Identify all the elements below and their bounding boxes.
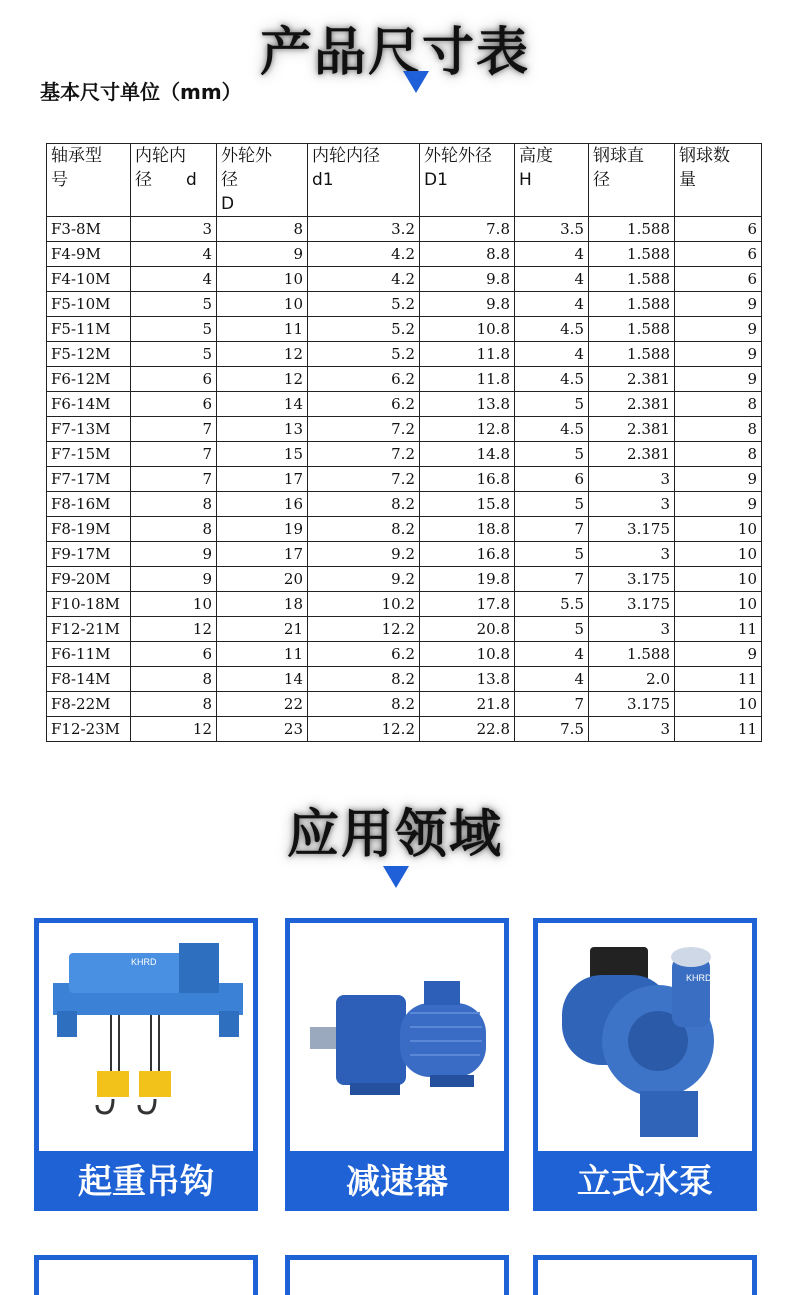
value-cell: 9 — [675, 342, 762, 367]
value-cell: 9 — [675, 467, 762, 492]
value-cell: 10 — [131, 592, 217, 617]
value-cell: 14 — [217, 392, 308, 417]
value-cell: 2.381 — [589, 442, 675, 467]
value-cell: 12 — [131, 617, 217, 642]
value-cell: 5 — [131, 317, 217, 342]
value-cell: 8 — [131, 667, 217, 692]
model-cell: F5-10M — [47, 292, 131, 317]
value-cell: 6 — [131, 367, 217, 392]
table-row — [47, 392, 762, 417]
model-cell: F9-20M — [47, 567, 131, 592]
application-card-reducer — [285, 918, 509, 1211]
value-cell: 9.8 — [420, 267, 515, 292]
value-cell: 16.8 — [420, 467, 515, 492]
table-row — [47, 267, 762, 292]
table-row — [47, 542, 762, 567]
column-header-line: 量 — [679, 170, 696, 190]
value-cell: 9 — [675, 492, 762, 517]
value-cell: 5 — [515, 392, 589, 417]
value-cell: 1.588 — [589, 267, 675, 292]
column-header-line: 钢球直 — [593, 146, 644, 166]
value-cell: 17 — [217, 542, 308, 567]
table-row — [47, 717, 762, 742]
value-cell: 8 — [131, 517, 217, 542]
value-cell: 8.2 — [308, 692, 420, 717]
value-cell: 2.0 — [589, 667, 675, 692]
value-cell: 18.8 — [420, 517, 515, 542]
value-cell: 4.5 — [515, 367, 589, 392]
value-cell: 5.2 — [308, 317, 420, 342]
value-cell: 4.2 — [308, 267, 420, 292]
value-cell: 21 — [217, 617, 308, 642]
value-cell: 5 — [515, 617, 589, 642]
value-cell: 7.2 — [308, 417, 420, 442]
table-row — [47, 292, 762, 317]
application-label: 起重吊钩 — [78, 1162, 214, 1202]
table-row — [47, 567, 762, 592]
table-body — [47, 217, 762, 742]
value-cell: 8.2 — [308, 667, 420, 692]
value-cell: 20 — [217, 567, 308, 592]
column-header-line: 内轮内 — [135, 146, 186, 166]
value-cell: 17 — [217, 467, 308, 492]
column-header — [675, 144, 762, 217]
value-cell: 13 — [217, 417, 308, 442]
model-cell: F9-17M — [47, 542, 131, 567]
model-cell: F8-19M — [47, 517, 131, 542]
value-cell: 8 — [675, 417, 762, 442]
value-cell: 10 — [675, 567, 762, 592]
value-cell: 1.588 — [589, 317, 675, 342]
value-cell: 6 — [131, 392, 217, 417]
value-cell: 6 — [675, 242, 762, 267]
value-cell: 18 — [217, 592, 308, 617]
value-cell: 7 — [515, 517, 589, 542]
value-cell: 10.2 — [308, 592, 420, 617]
value-cell: 8 — [675, 392, 762, 417]
table-row — [47, 492, 762, 517]
value-cell: 20.8 — [420, 617, 515, 642]
value-cell: 11.8 — [420, 367, 515, 392]
value-cell: 4 — [515, 342, 589, 367]
column-header — [589, 144, 675, 217]
value-cell: 7 — [515, 567, 589, 592]
table-row — [47, 592, 762, 617]
value-cell: 9 — [675, 292, 762, 317]
value-cell: 12 — [131, 717, 217, 742]
column-header — [420, 144, 515, 217]
value-cell: 4.5 — [515, 417, 589, 442]
value-cell: 9.2 — [308, 542, 420, 567]
value-cell: 3 — [589, 717, 675, 742]
value-cell: 6 — [675, 267, 762, 292]
model-cell: F6-12M — [47, 367, 131, 392]
value-cell: 4 — [515, 242, 589, 267]
table-header-row — [47, 144, 762, 217]
value-cell: 4 — [131, 267, 217, 292]
value-cell: 1.588 — [589, 217, 675, 242]
application-card-pump — [533, 918, 757, 1211]
value-cell: 4 — [515, 642, 589, 667]
water-pump-image — [538, 923, 752, 1151]
value-cell: 8.2 — [308, 517, 420, 542]
value-cell: 6.2 — [308, 392, 420, 417]
value-cell: 8 — [131, 492, 217, 517]
value-cell: 9 — [675, 317, 762, 342]
model-cell: F5-12M — [47, 342, 131, 367]
column-header-line: 钢球数 — [679, 146, 730, 166]
value-cell: 4.5 — [515, 317, 589, 342]
value-cell: 21.8 — [420, 692, 515, 717]
value-cell: 4 — [515, 667, 589, 692]
application-card-hoist — [34, 918, 258, 1211]
value-cell: 5 — [515, 442, 589, 467]
column-header-line: 高度 — [519, 146, 553, 166]
value-cell: 6.2 — [308, 642, 420, 667]
column-header — [515, 144, 589, 217]
table-row — [47, 642, 762, 667]
table-row — [47, 692, 762, 717]
value-cell: 4 — [131, 242, 217, 267]
value-cell: 7.2 — [308, 442, 420, 467]
value-cell: 3 — [589, 467, 675, 492]
value-cell: 3.5 — [515, 217, 589, 242]
value-cell: 8.2 — [308, 492, 420, 517]
column-header-line: D1 — [424, 170, 448, 190]
value-cell: 23 — [217, 717, 308, 742]
value-cell: 5 — [515, 542, 589, 567]
value-cell: 9 — [217, 242, 308, 267]
column-header — [47, 144, 131, 217]
model-cell: F5-11M — [47, 317, 131, 342]
column-header-line: 径 d — [135, 170, 197, 190]
value-cell: 9 — [131, 567, 217, 592]
table-row — [47, 217, 762, 242]
value-cell: 2.381 — [589, 367, 675, 392]
value-cell: 10.8 — [420, 317, 515, 342]
value-cell: 19.8 — [420, 567, 515, 592]
column-header-line: 外轮外 — [221, 146, 272, 166]
value-cell: 7 — [515, 692, 589, 717]
value-cell: 4 — [515, 292, 589, 317]
value-cell: 3 — [131, 217, 217, 242]
down-arrow-icon — [383, 866, 409, 888]
value-cell: 16 — [217, 492, 308, 517]
value-cell: 8.8 — [420, 242, 515, 267]
value-cell: 6 — [131, 642, 217, 667]
value-cell: 7.5 — [515, 717, 589, 742]
value-cell: 8 — [131, 692, 217, 717]
value-cell: 10 — [217, 292, 308, 317]
unit-label: 基本尺寸单位（mm） — [40, 80, 242, 104]
value-cell: 15 — [217, 442, 308, 467]
value-cell: 10 — [217, 267, 308, 292]
column-header-line: 轴承型 — [51, 146, 102, 166]
column-header — [131, 144, 217, 217]
size-table-title: 产品尺寸表 — [259, 23, 530, 83]
value-cell: 14 — [217, 667, 308, 692]
value-cell: 6 — [515, 467, 589, 492]
value-cell: 10 — [675, 542, 762, 567]
model-cell: F3-8M — [47, 217, 131, 242]
value-cell: 3.175 — [589, 517, 675, 542]
table-row — [47, 367, 762, 392]
model-cell: F12-23M — [47, 717, 131, 742]
model-cell: F4-10M — [47, 267, 131, 292]
column-header-line: 径 — [221, 170, 238, 190]
value-cell: 9 — [675, 367, 762, 392]
value-cell: 5 — [131, 292, 217, 317]
value-cell: 3 — [589, 617, 675, 642]
model-cell: F8-22M — [47, 692, 131, 717]
value-cell: 13.8 — [420, 392, 515, 417]
value-cell: 6.2 — [308, 367, 420, 392]
value-cell: 22 — [217, 692, 308, 717]
model-cell: F8-14M — [47, 667, 131, 692]
application-card-partial — [533, 1255, 757, 1295]
table-row — [47, 517, 762, 542]
application-label: 减速器 — [346, 1162, 448, 1202]
value-cell: 12.8 — [420, 417, 515, 442]
value-cell: 1.588 — [589, 292, 675, 317]
value-cell: 5 — [515, 492, 589, 517]
value-cell: 16.8 — [420, 542, 515, 567]
table-row — [47, 342, 762, 367]
value-cell: 3 — [589, 492, 675, 517]
value-cell: 7.8 — [420, 217, 515, 242]
model-cell: F12-21M — [47, 617, 131, 642]
value-cell: 4 — [515, 267, 589, 292]
value-cell: 7.2 — [308, 467, 420, 492]
down-arrow-icon — [403, 71, 429, 93]
value-cell: 5.2 — [308, 292, 420, 317]
value-cell: 3.175 — [589, 692, 675, 717]
value-cell: 10 — [675, 517, 762, 542]
model-cell: F6-14M — [47, 392, 131, 417]
table-row — [47, 417, 762, 442]
svg-text:KHRD: KHRD — [131, 957, 157, 967]
column-header-line: H — [519, 170, 532, 190]
value-cell: 14.8 — [420, 442, 515, 467]
value-cell: 1.588 — [589, 242, 675, 267]
value-cell: 6 — [675, 217, 762, 242]
value-cell: 5.2 — [308, 342, 420, 367]
value-cell: 3.2 — [308, 217, 420, 242]
value-cell: 3 — [589, 542, 675, 567]
value-cell: 11 — [675, 617, 762, 642]
model-cell: F8-16M — [47, 492, 131, 517]
value-cell: 2.381 — [589, 417, 675, 442]
value-cell: 8 — [217, 217, 308, 242]
value-cell: 15.8 — [420, 492, 515, 517]
value-cell: 5.5 — [515, 592, 589, 617]
model-cell: F6-11M — [47, 642, 131, 667]
value-cell: 9.2 — [308, 567, 420, 592]
value-cell: 3.175 — [589, 592, 675, 617]
value-cell: 1.588 — [589, 642, 675, 667]
table-row — [47, 667, 762, 692]
value-cell: 11 — [217, 642, 308, 667]
value-cell: 9.8 — [420, 292, 515, 317]
value-cell: 17.8 — [420, 592, 515, 617]
value-cell: 5 — [131, 342, 217, 367]
table-row — [47, 317, 762, 342]
value-cell: 10.8 — [420, 642, 515, 667]
applications-title: 应用领域 — [286, 805, 503, 865]
value-cell: 8 — [675, 442, 762, 467]
column-header — [217, 144, 308, 217]
column-header-line: 号 — [51, 170, 68, 190]
value-cell: 4.2 — [308, 242, 420, 267]
table-row — [47, 467, 762, 492]
column-header-line: 径 — [593, 170, 610, 190]
application-card-partial — [34, 1255, 258, 1295]
hoist-image — [39, 923, 253, 1151]
table-row — [47, 242, 762, 267]
column-header-line: D — [221, 194, 235, 214]
value-cell: 12 — [217, 367, 308, 392]
model-cell: F7-15M — [47, 442, 131, 467]
value-cell: 3.175 — [589, 567, 675, 592]
column-header-line: 内轮内径 — [312, 146, 380, 166]
size-table — [46, 143, 762, 742]
value-cell: 19 — [217, 517, 308, 542]
application-label: 立式水泵 — [577, 1162, 713, 1202]
model-cell: F7-17M — [47, 467, 131, 492]
value-cell: 11 — [675, 717, 762, 742]
value-cell: 10 — [675, 692, 762, 717]
table-row — [47, 442, 762, 467]
value-cell: 11.8 — [420, 342, 515, 367]
value-cell: 12.2 — [308, 617, 420, 642]
column-header-line: d1 — [312, 170, 334, 190]
value-cell: 9 — [131, 542, 217, 567]
value-cell: 2.381 — [589, 392, 675, 417]
value-cell: 7 — [131, 442, 217, 467]
model-cell: F10-18M — [47, 592, 131, 617]
value-cell: 11 — [217, 317, 308, 342]
value-cell: 1.588 — [589, 342, 675, 367]
model-cell: F7-13M — [47, 417, 131, 442]
gear-reducer-image — [290, 923, 504, 1151]
value-cell: 10 — [675, 592, 762, 617]
value-cell: 13.8 — [420, 667, 515, 692]
application-card-partial — [285, 1255, 509, 1295]
model-cell: F4-9M — [47, 242, 131, 267]
table-row — [47, 617, 762, 642]
value-cell: 12.2 — [308, 717, 420, 742]
column-header — [308, 144, 420, 217]
value-cell: 7 — [131, 467, 217, 492]
value-cell: 11 — [675, 667, 762, 692]
svg-text:KHRD: KHRD — [686, 973, 712, 983]
value-cell: 7 — [131, 417, 217, 442]
value-cell: 9 — [675, 642, 762, 667]
column-header-line: 外轮外径 — [424, 146, 492, 166]
value-cell: 12 — [217, 342, 308, 367]
value-cell: 22.8 — [420, 717, 515, 742]
